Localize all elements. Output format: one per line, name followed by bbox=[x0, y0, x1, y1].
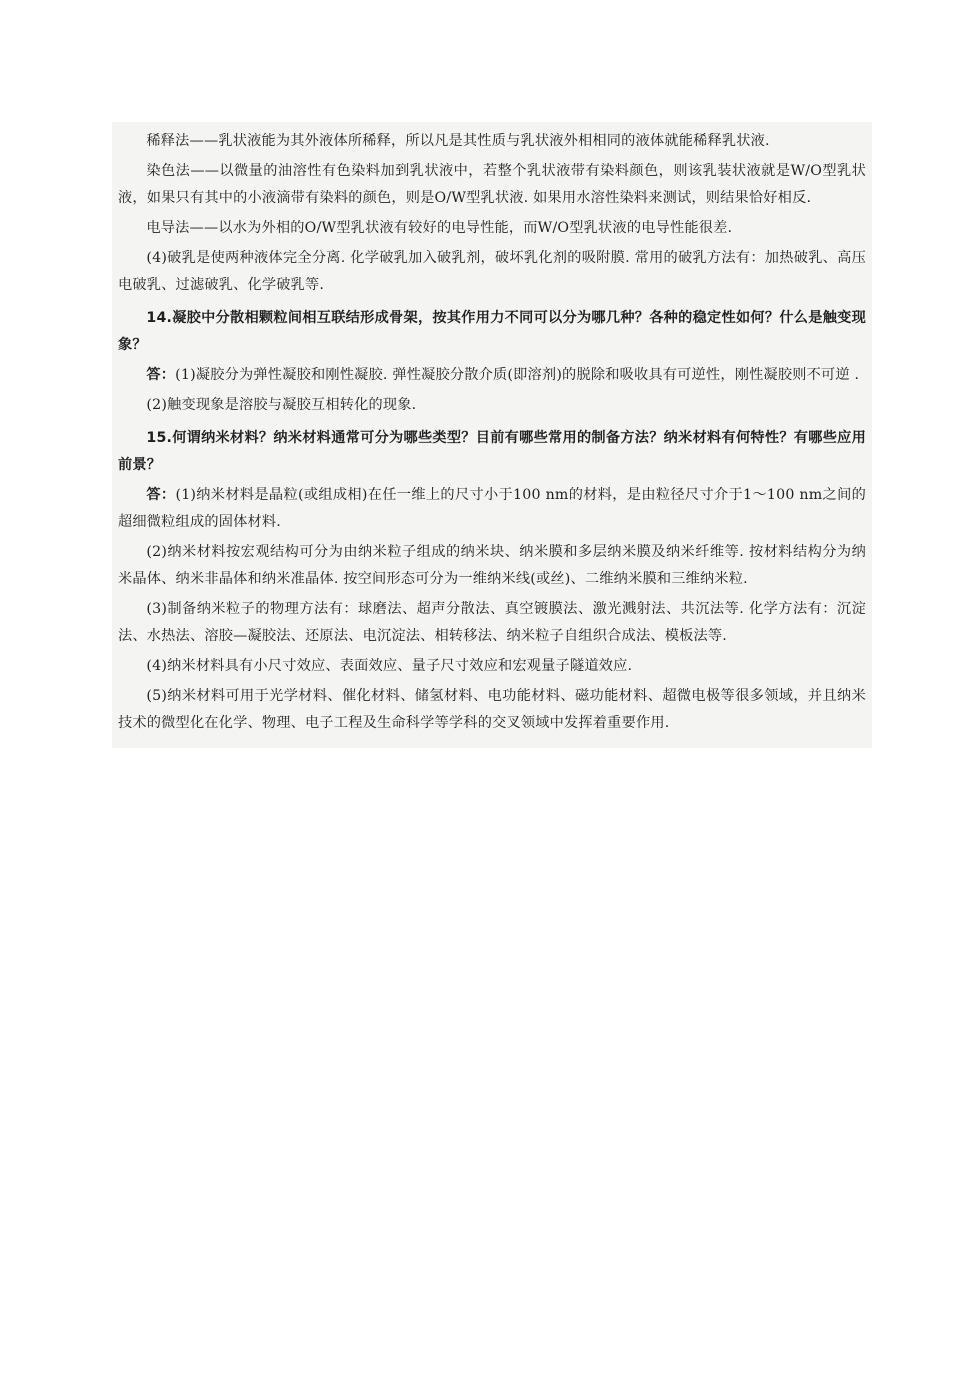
answer-15-part-1-text: (1)纳米材料是晶粒(或组成相)在任一维上的尺寸小于100 nm的材料，是由粒径尺寸介于1～100 nm之间的超细微粒组成的固体材料. bbox=[118, 487, 866, 530]
question-14-number: 14. bbox=[146, 310, 173, 326]
answer-15-part-2: (2)纳米材料按宏观结构可分为由纳米粒子组成的纳米块、纳米膜和多层纳米膜及纳米纤维等. 按材料结构分为纳米晶体、纳米非晶体和纳米准晶体. 按空间形态可分为一维纳米线(或丝)、二维纳米膜和三维纳米粒. bbox=[118, 544, 866, 587]
answer-14-part-2: (2)触变现象是溶胶与凝胶互相转化的现象. bbox=[146, 397, 417, 413]
answer-15-part-3: (3)制备纳米粒子的物理方法有：球磨法、超声分散法、真空镀膜法、激光溅射法、共沉法等. 化学方法有：沉淀法、水热法、溶胶—凝胶法、还原法、电沉淀法、相转移法、纳米粒子自组织合成法、模板法等. bbox=[118, 601, 866, 644]
paragraph-dye-method: 染色法——以微量的油溶性有色染料加到乳状液中，若整个乳状液带有染料颜色，则该乳装状液就是W/O型乳状液，如果只有其中的小液滴带有染料的颜色，则是O/W型乳状液. 如果用水溶性染料来测试，则结果恰好相反. bbox=[118, 163, 866, 206]
paragraph-demulsification: (4)破乳是使两种液体完全分离. 化学破乳加入破乳剂，破坏乳化剂的吸附膜. 常用的破乳方法有：加热破乳、高压电破乳、过滤破乳、化学破乳等. bbox=[118, 250, 866, 293]
answer-15-label: 答： bbox=[146, 487, 176, 503]
answer-14-label: 答： bbox=[146, 367, 176, 383]
question-14 bbox=[118, 305, 866, 359]
question-15 bbox=[118, 425, 866, 479]
question-14-text: 凝胶中分散相颗粒间相互联结形成骨架，按其作用力不同可以分为哪几种？各种的稳定性如何？什么是触变现象？ bbox=[118, 310, 866, 353]
answer-15-part-1 bbox=[118, 482, 866, 536]
question-15-text: 何谓纳米材料？纳米材料通常可分为哪些类型？目前有哪些常用的制备方法？纳米材料有何特性？有哪些应用前景？ bbox=[118, 430, 866, 473]
paragraph-dilution-method: 稀释法——乳状液能为其外液体所稀释，所以凡是其性质与乳状液外相相同的液体就能稀释乳状液. bbox=[146, 133, 770, 149]
answer-14-part-1 bbox=[118, 362, 866, 389]
question-15-number: 15. bbox=[146, 430, 173, 446]
paragraph-conductivity-method: 电导法——以水为外相的O/W型乳状液有较好的电导性能，而W/O型乳状液的电导性能很差. bbox=[146, 220, 733, 236]
answer-15-part-4: (4)纳米材料具有小尺寸效应、表面效应、量子尺寸效应和宏观量子隧道效应. bbox=[146, 658, 633, 674]
answer-15-part-5: (5)纳米材料可用于光学材料、催化材料、储氢材料、电功能材料、磁功能材料、超微电极等很多领域，并且纳米技术的微型化在化学、物理、电子工程及生命科学等学科的交叉领域中发挥着重要作用. bbox=[118, 688, 866, 731]
document-page bbox=[112, 122, 872, 748]
answer-14-part-1-text: (1)凝胶分为弹性凝胶和刚性凝胶. 弹性凝胶分散介质(即溶剂)的脱除和吸收具有可逆性，刚性凝胶则不可逆 . bbox=[175, 367, 860, 383]
